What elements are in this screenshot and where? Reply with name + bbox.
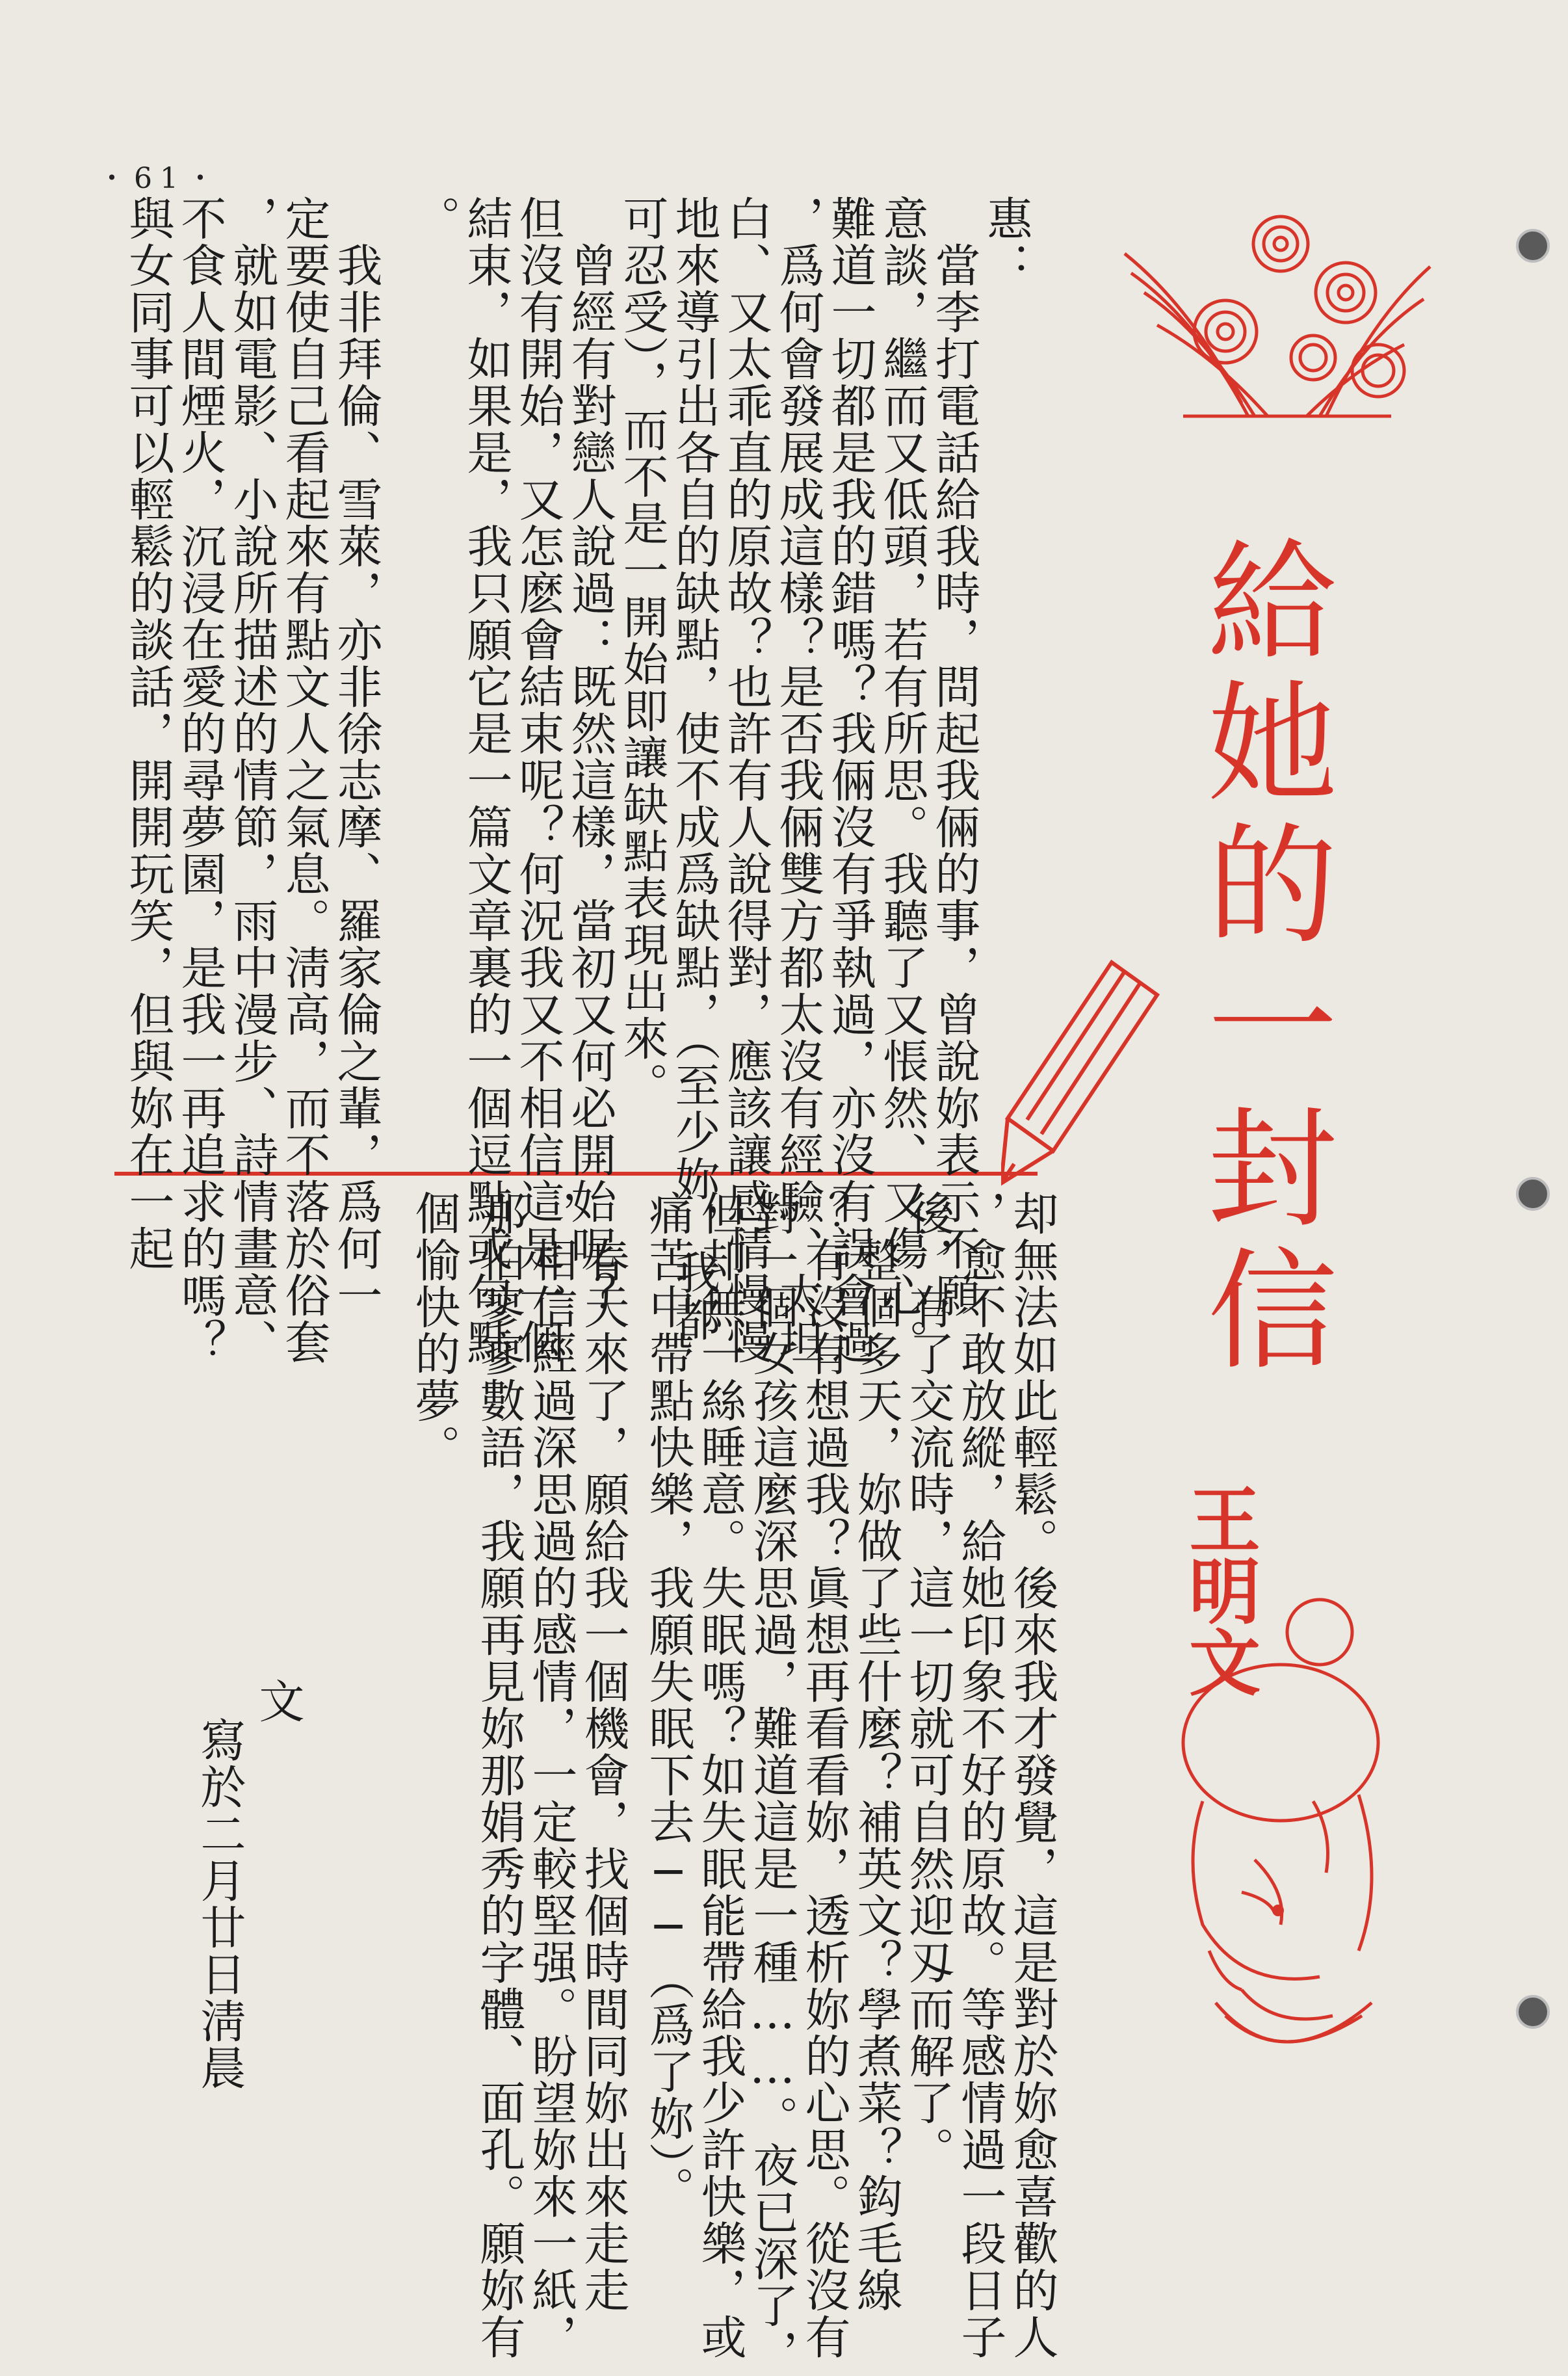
text-column: 與女同事可以輕鬆的談話，開開玩笑，但與妳在一起 bbox=[122, 195, 175, 1272]
binding-hole-middle bbox=[1516, 1177, 1550, 1211]
page-number: ・61・ bbox=[98, 162, 222, 195]
text-column: ，爲何會發展成這樣？是否我倆雙方都太沒有經驗、太坦 bbox=[772, 195, 825, 1366]
text-column: 個愉快的夢。 bbox=[408, 1190, 461, 1471]
text-column: 春天來了，願給我一個機會，找個時間同妳出來走走 bbox=[577, 1190, 630, 2314]
author-mark: 文 bbox=[252, 1678, 305, 1724]
pencil-illustration bbox=[1001, 949, 1170, 1196]
text-column: 不食人間煙火，沉浸在愛的尋夢園，是我一再追求的嗎？ bbox=[174, 195, 227, 1366]
text-column: 但沒有開始，又怎麽會結束呢？何況我又不相信這是一個 bbox=[512, 195, 565, 1366]
text-column: 可忍受），而不是一開始即讓缺點表現出來。 bbox=[616, 195, 669, 1109]
text-column: 當李打電話給我時，問起我倆的事，曾說妳表示不願 bbox=[928, 195, 981, 1319]
text-column: ？有沒有想過我？眞想再看看妳，透析妳的心思。從沒有 bbox=[798, 1190, 851, 2360]
text-column: 。 bbox=[408, 195, 461, 242]
text-column: 對一個女孩這麼深思過，難道這是一種……。夜已深了， bbox=[746, 1190, 799, 2376]
text-column: 定要使自己看起來有點文人之氣息。淸高，而不落於俗套 bbox=[278, 195, 331, 1366]
text-column: 那怕寥寥數語，我願再見妳那娟秀的字體、面孔。願妳有 bbox=[473, 1190, 526, 2360]
article-title: 給她的一封信 bbox=[1186, 533, 1337, 1384]
text-column: 曾經有對戀人說過：既然這樣，當初又何必開始呢？ bbox=[564, 195, 617, 1319]
text-column: 痛苦中帶點快樂，我願失眠下去──（爲了妳）。 bbox=[642, 1190, 695, 2213]
binding-hole-bottom bbox=[1516, 1995, 1550, 2029]
text-column: 意談，繼而又低頭，若有所思。我聽了又悵然、又傷心。 bbox=[876, 195, 929, 1366]
text-column: 結束，如果是，我只願它是一篇文章裏的一個逗點或句點 bbox=[460, 195, 513, 1366]
author-byline: 王明文 bbox=[1177, 1483, 1261, 1697]
letter-date: 寫於二月廿日淸晨 bbox=[193, 1717, 246, 2091]
text-column: 惠： bbox=[980, 195, 1033, 289]
text-column: 白、又太乖直的原故？也許有人說得對，應該讓感情慢慢 bbox=[720, 195, 773, 1366]
text-column: 難道一切都是我的錯嗎？我倆沒有爭執過，亦沒有誤會過 bbox=[824, 195, 877, 1366]
roses-illustration bbox=[1118, 195, 1443, 429]
text-column: 後，有了交流時，這一切就可自然迎刄而解了。 bbox=[902, 1190, 955, 2173]
text-column: ，就如電影、小說所描述的情節，雨中漫步、詩情畫意、 bbox=[226, 195, 279, 1366]
text-column: 但却無一絲睡意。失眠嗎？如失眠能帶給我少許快樂，或 bbox=[694, 1190, 747, 2360]
girl-portrait-illustration bbox=[1164, 1587, 1398, 2094]
text-column: 我非拜倫、雪萊，亦非徐志摩、羅家倫之輩，爲何一 bbox=[330, 195, 383, 1319]
text-column: 地來導引出各自的缺點，使不成爲缺點，（至少妳，我都 bbox=[668, 195, 721, 1343]
text-column: 整個多天，妳做了些什麼？補英文？學煮菜？鈎毛線 bbox=[850, 1190, 903, 2314]
binding-hole-top bbox=[1516, 229, 1550, 263]
text-column: ，相信經過深思過的感情，一定較堅强。盼望妳來一紙， bbox=[525, 1190, 578, 2360]
text-column: 却無法如此輕鬆。後來我才發覺，這是對於妳愈喜歡的人 bbox=[1006, 1190, 1059, 2360]
text-column: ，愈不敢放縱，給她印象不好的原故。等感情過一段日子 bbox=[954, 1190, 1007, 2360]
